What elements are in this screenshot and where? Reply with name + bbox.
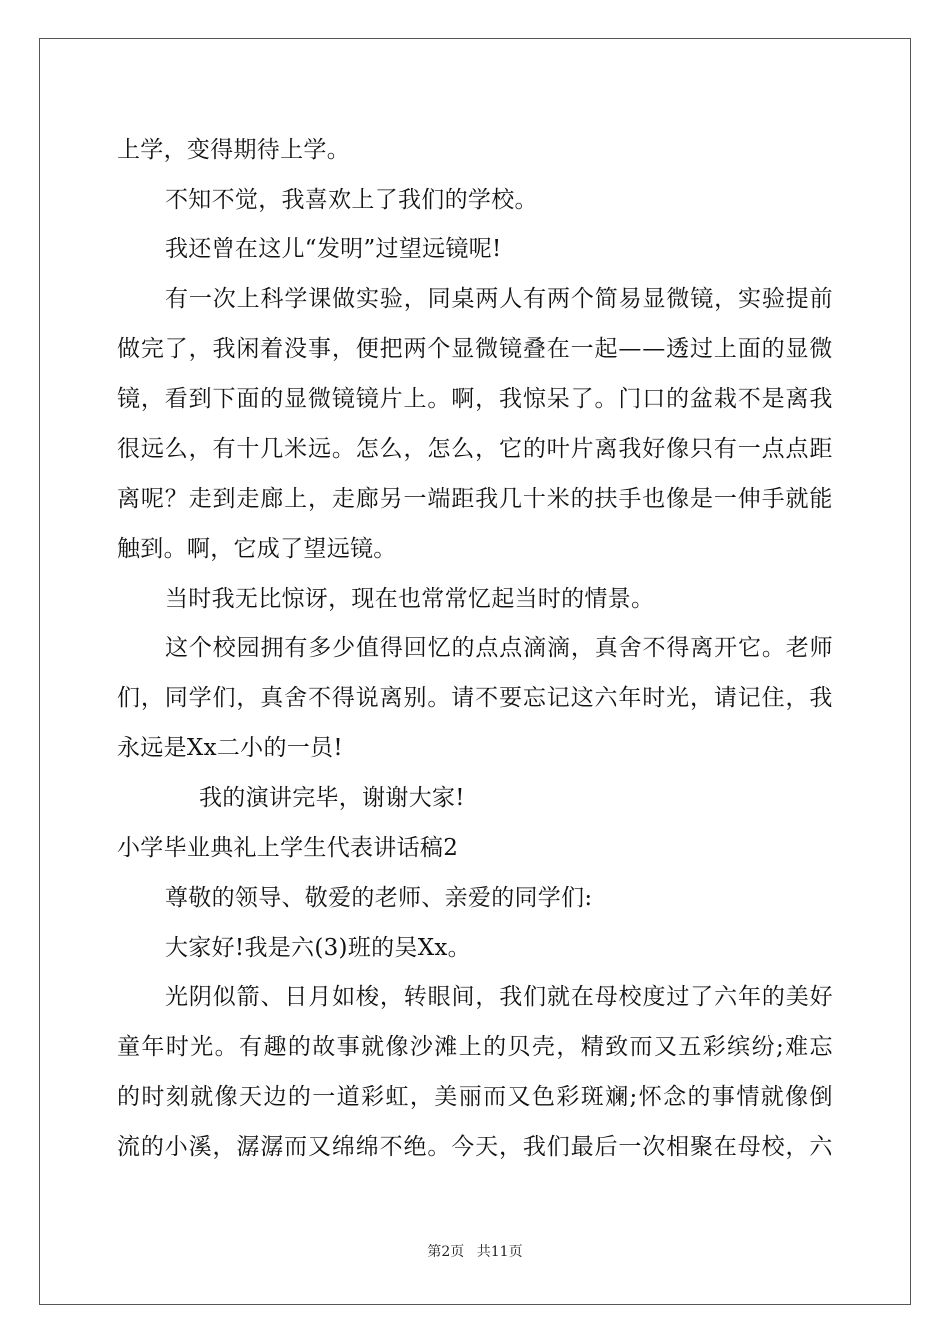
text-line: 不知不觉，我喜欢上了我们的学校。: [165, 187, 538, 213]
text-line: 当时我无比惊讶，现在也常常忆起当时的情景。: [165, 586, 655, 612]
text-line: 流 的 小 溪 ， 潺 潺 而 又 绵 绵 不 绝 。 今 天 ， 我 们 最 后 一 次 相 聚 在 母 校 ， 六: [117, 1134, 833, 1160]
text-line: 镜 ， 看 到 下 面 的 显 微 镜 镜 片 上 。 啊 ， 我 惊 呆 了 。 门 口 的 盆 栽 不 是 离 我: [117, 386, 833, 412]
text-line: 有 一 次 上 科 学 课 做 实 验 ， 同 桌 两 人 有 两 个 简 易 显 微 镜 ， 实 验 提 前: [165, 286, 833, 312]
text-line: 光 阴 似 箭 、 日 月 如 梭 ， 转 眼 间 ， 我 们 就 在 母 校 度 过 了 六 年 的 美 好: [165, 984, 833, 1010]
text-line: 我还曾在这儿“发明”过望远镜呢!: [165, 236, 502, 262]
text-line: 童 年 时 光 。 有 趣 的 故 事 就 像 沙 滩 上 的 贝 壳 ， 精 致 而 又 五 彩 缤 纷 ; 难 忘: [117, 1034, 833, 1060]
text-line: 触到。啊，它成了望远镜。: [117, 536, 397, 562]
page-border: [39, 38, 911, 1305]
text-line: 永远是Xx二小的一员!: [117, 735, 343, 761]
text-line: 离 呢 ？ 走 到 走 廊 上 ， 走 廊 另 一 端 距 我 几 十 米 的 扶 手 也 像 是 一 伸 手 就 能: [117, 486, 833, 512]
text-line: 这 个 校 园 拥 有 多 少 值 得 回 忆 的 点 点 滴 滴 ， 真 舍 不 得 离 开 它 。 老 师: [165, 635, 833, 661]
text-line: 上学，变得期待上学。: [117, 137, 350, 163]
page-number: 第2页: [427, 1244, 465, 1260]
text-line: 做 完 了 ， 我 闲 着 没 事 ， 便 把 两 个 显 微 镜 叠 在 一 起 — — 透 过 上 面 的 显 微: [117, 336, 833, 362]
page-footer: [0, 1243, 950, 1261]
text-line: 的 时 刻 就 像 天 边 的 一 道 彩 虹 ， 美 丽 而 又 色 彩 斑 斓 ; 怀 念 的 事 情 就 像 倒: [117, 1084, 833, 1110]
salutation: 尊敬的领导、敬爱的老师、亲爱的同学们:: [165, 885, 593, 911]
section-title: 小学毕业典礼上学生代表讲话稿2: [117, 835, 459, 861]
page-total: 共11页: [476, 1244, 523, 1260]
text-line: 大家好!我是六(3)班的吴Xx。: [165, 935, 471, 961]
closing-line: 我的演讲完毕，谢谢大家!: [199, 785, 465, 811]
text-line: 们 ， 同 学 们 ， 真 舍 不 得 说 离 别 。 请 不 要 忘 记 这 六 年 时 光 ， 请 记 住 ， 我: [117, 685, 833, 711]
text-line: 很 远 么 ， 有 十 几 米 远 。 怎 么 ， 怎 么 ， 它 的 叶 片 离 我 好 像 只 有 一 点 点 距: [117, 436, 833, 462]
